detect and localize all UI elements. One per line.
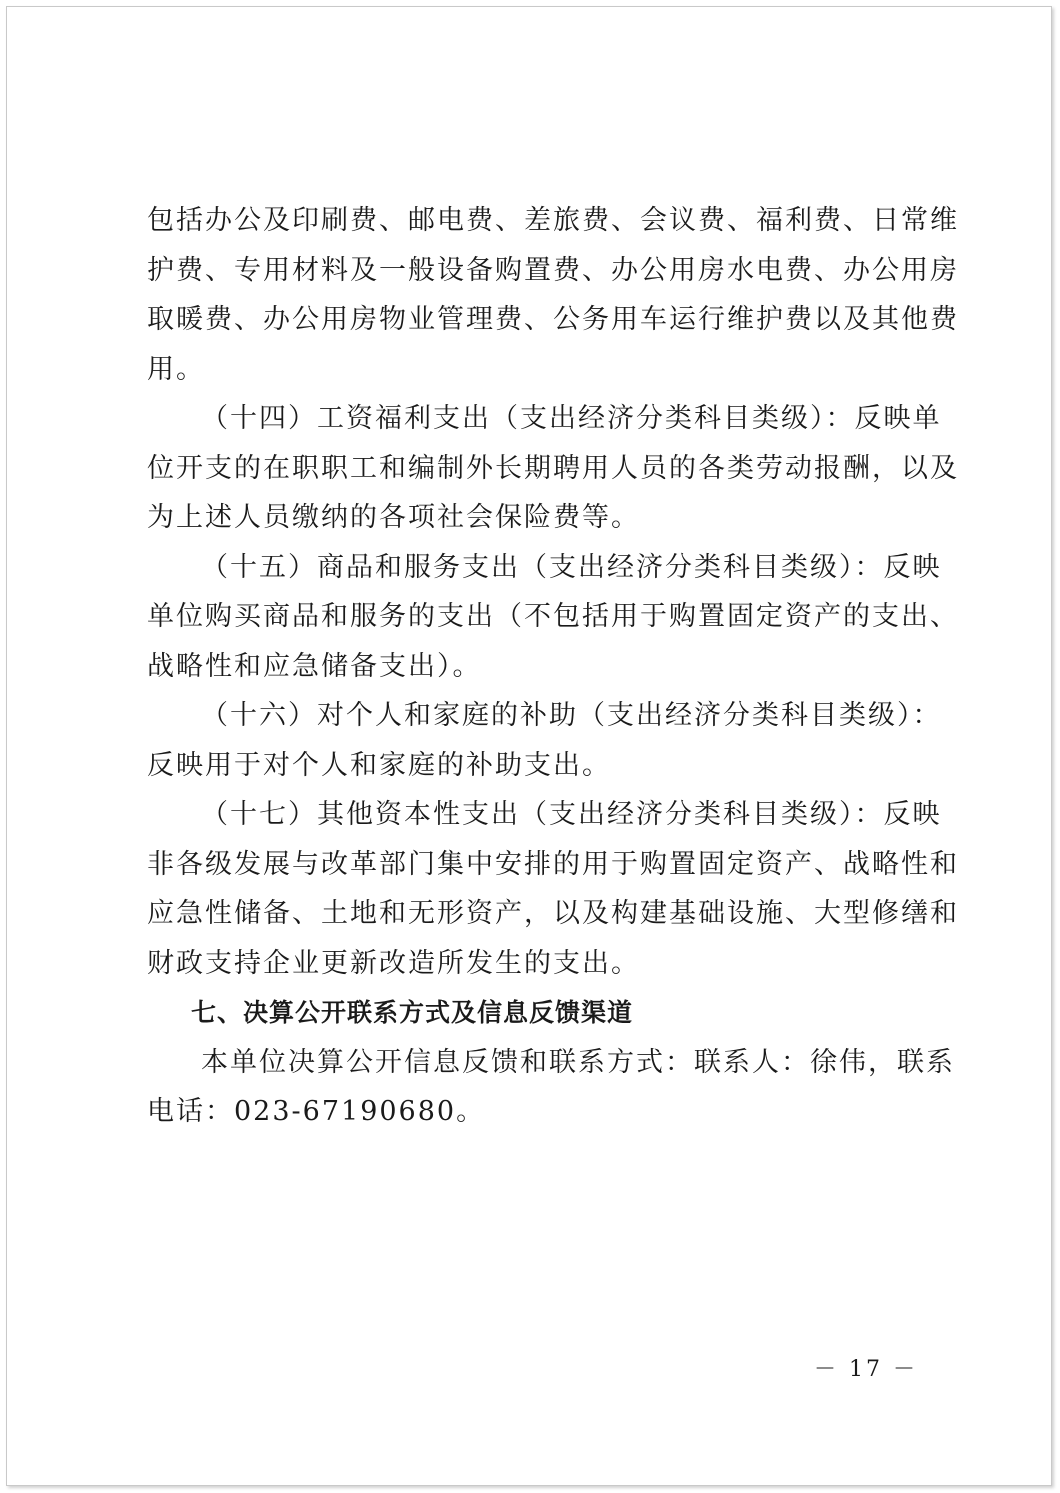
paragraph-line: 取暖费、办公用房物业管理费、公务用车运行维护费以及其他费 — [147, 304, 959, 335]
paragraph-line: 用。 — [147, 353, 205, 385]
document-body — [147, 196, 959, 1137]
page-number: － 17 － — [814, 1357, 918, 1382]
paragraph-line: 战略性和应急储备支出）。 — [147, 650, 482, 682]
paragraph-line: 为上述人员缴纳的各项社会保险费等。 — [147, 502, 640, 533]
paragraph-line: （十四）工资福利支出（支出经济分类科目类级）：反映单 — [201, 403, 942, 434]
contact-line: 本单位决算公开信息反馈和联系方式：联系人：徐伟，联系 — [201, 1046, 955, 1078]
paragraph-line: 财政支持企业更新改造所发生的支出。 — [147, 947, 640, 979]
paragraph-line: 护费、专用材料及一般设备购置费、办公用房水电费、办公用房 — [147, 254, 959, 286]
paragraph-line: （十七）其他资本性支出（支出经济分类科目类级）：反映 — [201, 799, 942, 830]
paragraph-line: 位开支的在职职工和编制外长期聘用人员的各类劳动报酬，以及 — [147, 452, 959, 484]
paragraph-line: （十五）商品和服务支出（支出经济分类科目类级）：反映 — [201, 551, 942, 583]
paragraph-line: 单位购买商品和服务的支出（不包括用于购置固定资产的支出、 — [147, 601, 959, 632]
paragraph-line: 包括办公及印刷费、邮电费、差旅费、会议费、福利费、日常维 — [147, 205, 959, 236]
paragraph-line: 反映用于对个人和家庭的补助支出。 — [147, 749, 611, 781]
paragraph-line: （十六）对个人和家庭的补助（支出经济分类科目类级）： — [201, 700, 942, 731]
section-heading: 七、决算公开联系方式及信息反馈渠道 — [191, 998, 634, 1027]
paragraph-line: 非各级发展与改革部门集中安排的用于购置固定资产、战略性和 — [147, 848, 959, 880]
paragraph-line: 应急性储备、土地和无形资产，以及构建基础设施、大型修缮和 — [147, 898, 959, 929]
contact-line: 电话：023-67190680。 — [147, 1096, 486, 1127]
